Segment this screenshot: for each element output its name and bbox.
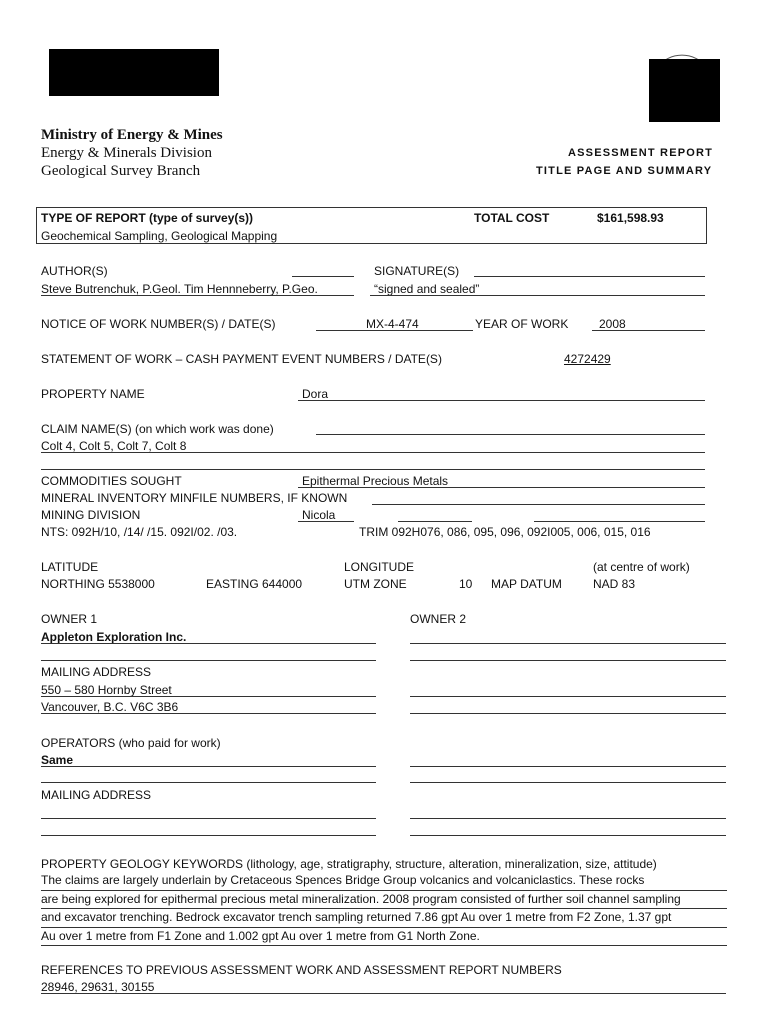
blank-underline — [41, 469, 705, 470]
minfile-label: MINERAL INVENTORY MINFILE NUMBERS, IF KNOWN — [41, 491, 348, 505]
owner-mailing-label: MAILING ADDRESS — [41, 665, 152, 679]
references-value[interactable]: 28946, 29631, 30155 — [41, 980, 155, 994]
mining-division-underline — [298, 521, 354, 522]
author-underline-short — [292, 276, 354, 277]
commodities-value[interactable]: Epithermal Precious Metals — [302, 474, 449, 488]
owner2-address-underline-1[interactable] — [410, 696, 726, 697]
claims-label: CLAIM NAME(S) (on which work was done) — [41, 422, 274, 436]
geology-line: and excavator trenching. Bedrock excavator trench sampling returned 7.86 gpt Au over 1 metre from F2 Zone, 1.37 gpt — [41, 909, 727, 928]
geology-line: are being explored for epithermal precious metal mineralization. 2008 program consisted of further soil channel sampling — [41, 891, 727, 910]
owner1-underline-2 — [41, 660, 376, 661]
ministry-name: Ministry of Energy & Mines — [41, 127, 223, 143]
property-label: PROPERTY NAME — [41, 387, 145, 401]
operators2-underline-2[interactable] — [410, 782, 726, 783]
owner1-value[interactable]: Appleton Exploration Inc. — [41, 630, 187, 644]
centre-note: (at centre of work) — [593, 560, 690, 574]
total-cost-label: TOTAL COST — [474, 211, 550, 225]
operators-label: OPERATORS (who paid for work) — [41, 736, 221, 750]
owner-address-underline-1 — [41, 696, 376, 697]
mining-division-value[interactable]: Nicola — [302, 508, 336, 522]
signature-label: SIGNATURE(S) — [374, 264, 460, 278]
property-value[interactable]: Dora — [302, 387, 329, 401]
year-value[interactable]: 2008 — [599, 317, 626, 331]
redacted-logo-block — [49, 49, 219, 96]
utm-zone-value[interactable]: 10 — [459, 577, 473, 591]
report-type-label: TYPE OF REPORT (type of survey(s)) — [41, 211, 254, 225]
claims-value[interactable]: Colt 4, Colt 5, Colt 7, Colt 8 — [41, 439, 187, 453]
year-underline — [592, 330, 705, 331]
owner2-underline[interactable] — [410, 643, 726, 644]
author-label: AUTHOR(S) — [41, 264, 108, 278]
notice-label: NOTICE OF WORK NUMBER(S) / DATE(S) — [41, 317, 276, 331]
easting-value[interactable]: EASTING 644000 — [206, 577, 303, 591]
geology-line: The claims are largely underlain by Cretaceous Spences Bridge Group volcanics and volcaniclastics. These rocks — [41, 872, 727, 891]
owner2-label: OWNER 2 — [410, 612, 467, 626]
signature-underline-top — [474, 276, 705, 277]
doc-title-line2: TITLE PAGE AND SUMMARY — [536, 165, 713, 177]
division-name: Energy & Minerals Division — [41, 145, 212, 161]
underline-segment-2 — [534, 521, 705, 522]
nts-value[interactable]: NTS: 092H/10, /14/ /15. 092I/02. /03. — [41, 525, 238, 539]
map-datum-value[interactable]: NAD 83 — [593, 577, 636, 591]
year-label: YEAR OF WORK — [475, 317, 569, 331]
signature-underline — [370, 295, 705, 296]
province-seal — [644, 44, 720, 124]
minfile-underline[interactable] — [372, 504, 705, 505]
utm-zone-label: UTM ZONE — [344, 577, 407, 591]
owner1-label: OWNER 1 — [41, 612, 98, 626]
geology-paragraph[interactable] — [41, 872, 727, 946]
operators-mailing-underline-2[interactable] — [41, 835, 376, 836]
owner-address-underline-2 — [41, 713, 376, 714]
longitude-label: LONGITUDE — [344, 560, 415, 574]
property-underline — [298, 400, 705, 401]
report-type-value[interactable]: Geochemical Sampling, Geological Mapping — [41, 229, 278, 243]
doc-title-line1: ASSESSMENT REPORT — [568, 147, 714, 159]
operators-value[interactable]: Same — [41, 753, 74, 767]
author-underline — [41, 295, 354, 296]
branch-name: Geological Survey Branch — [41, 163, 201, 179]
claims-underline-top — [316, 434, 705, 435]
notice-value[interactable]: MX-4-474 — [366, 317, 419, 331]
mining-division-label: MINING DIVISION — [41, 508, 141, 522]
operators2-mailing-underline-1[interactable] — [410, 818, 726, 819]
notice-underline — [316, 330, 473, 331]
northing-value[interactable]: NORTHING 5538000 — [41, 577, 155, 591]
author-value[interactable]: Steve Butrenchuk, P.Geol. Tim Hennneberry, P.Geo. — [41, 282, 318, 296]
references-underline — [41, 993, 726, 994]
operators-underline-2 — [41, 782, 376, 783]
owner1-underline — [41, 643, 376, 644]
owner-address-line1[interactable]: 550 – 580 Hornby Street — [41, 683, 172, 697]
statement-label: STATEMENT OF WORK – CASH PAYMENT EVENT NUMBERS / DATE(S) — [41, 352, 442, 366]
claims-underline — [41, 452, 705, 453]
owner2-address-underline-2[interactable] — [410, 713, 726, 714]
operators2-underline[interactable] — [410, 766, 726, 767]
geology-label: PROPERTY GEOLOGY KEYWORDS (lithology, age, stratigraphy, structure, alteration, mineralization, size, attitude) — [41, 857, 657, 871]
operators-mailing-underline-1[interactable] — [41, 818, 376, 819]
map-datum-label: MAP DATUM — [491, 577, 562, 591]
trim-value[interactable]: TRIM 092H076, 086, 095, 096, 092I005, 006, 015, 016 — [359, 525, 651, 539]
latitude-label: LATITUDE — [41, 560, 99, 574]
operators-underline — [41, 766, 376, 767]
references-label: REFERENCES TO PREVIOUS ASSESSMENT WORK AND ASSESSMENT REPORT NUMBERS — [41, 963, 562, 977]
owner2-underline-2[interactable] — [410, 660, 726, 661]
signature-value[interactable]: “signed and sealed” — [374, 282, 480, 296]
geology-line: Au over 1 metre from F1 Zone and 1.002 gpt Au over 1 metre from G1 North Zone. — [41, 928, 727, 947]
operators2-mailing-underline-2[interactable] — [410, 835, 726, 836]
statement-value[interactable]: 4272429 — [564, 352, 611, 366]
total-cost-value[interactable]: $161,598.93 — [597, 211, 664, 225]
owner-address-line2[interactable]: Vancouver, B.C. V6C 3B6 — [41, 700, 179, 714]
commodities-underline — [298, 487, 705, 488]
operators-mailing-label: MAILING ADDRESS — [41, 788, 152, 802]
underline-segment-1 — [398, 521, 472, 522]
commodities-label: COMMODITIES SOUGHT — [41, 474, 182, 488]
